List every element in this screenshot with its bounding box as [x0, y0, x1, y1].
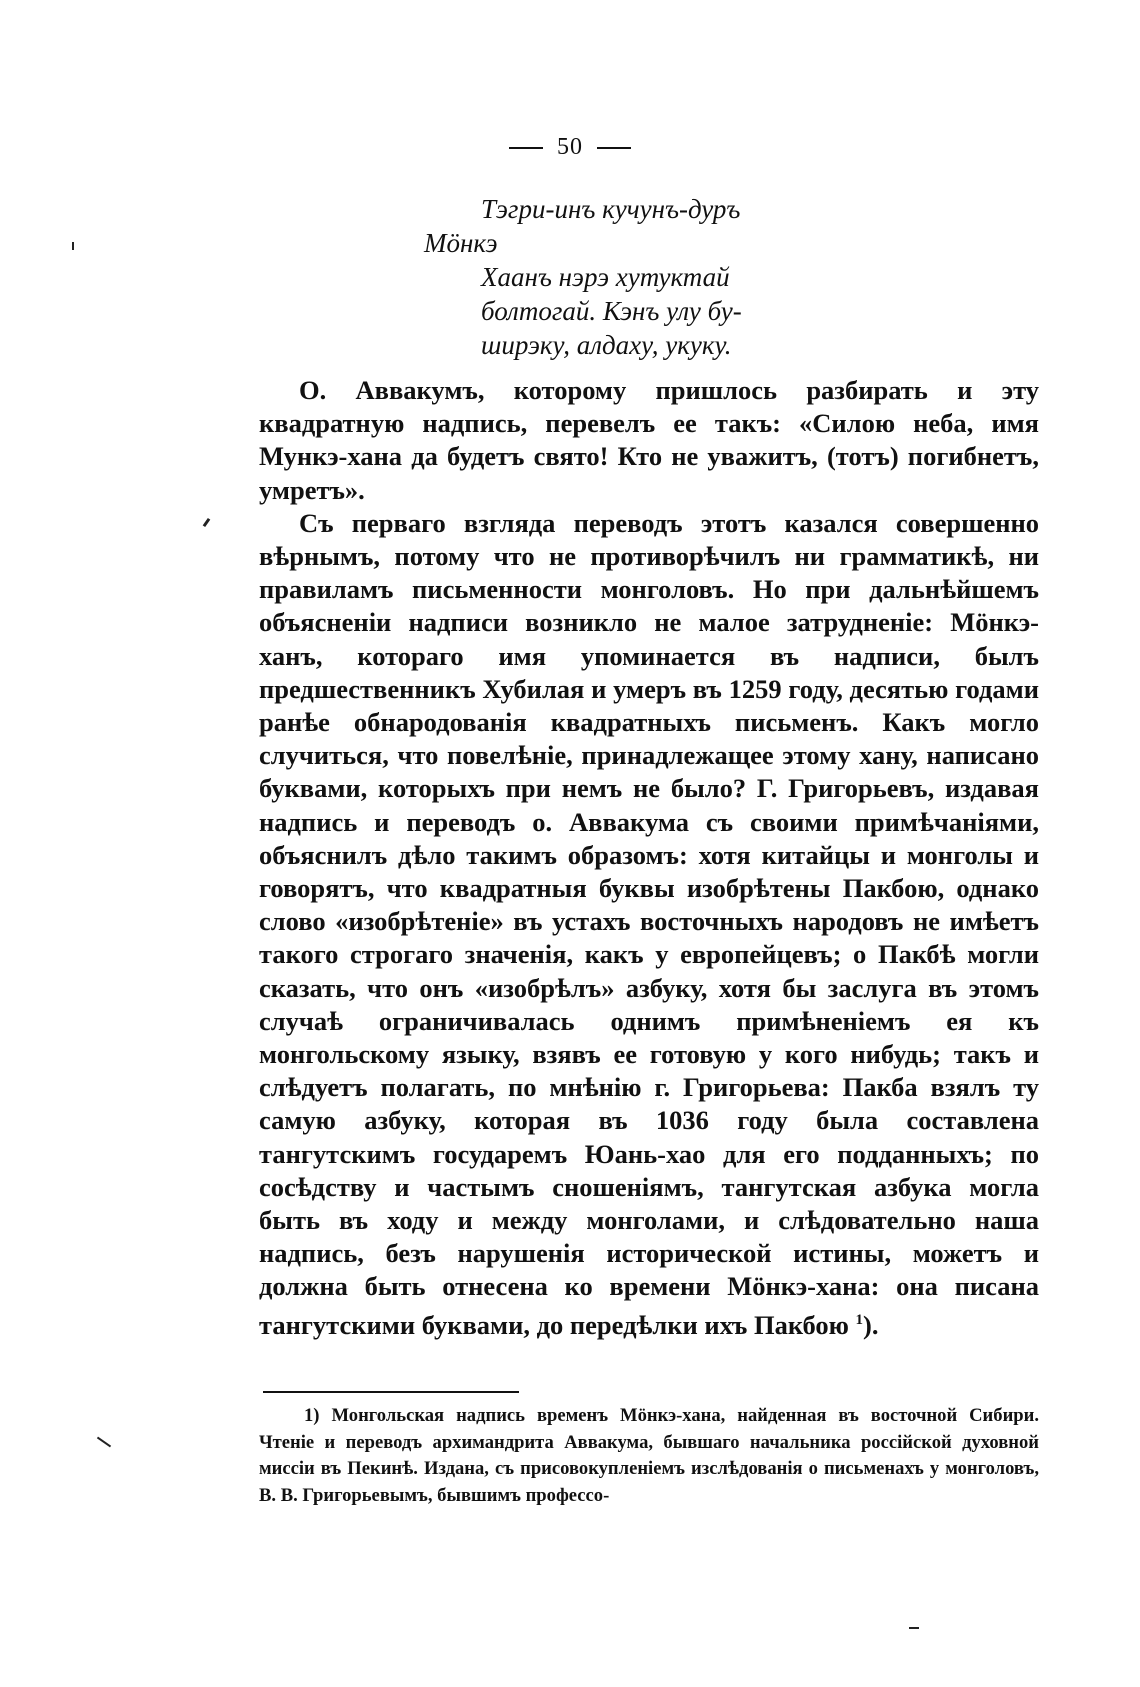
- footnote-marker: 1): [304, 1405, 320, 1426]
- scan-speck: [72, 242, 74, 250]
- verse-line-3: Хаанъ нэрэ хутуктай: [481, 262, 730, 292]
- right-dash: [597, 147, 631, 149]
- verse-line-4: болтогай. Кэнъ улу бу-: [481, 296, 742, 326]
- footnote-divider: [263, 1391, 519, 1393]
- footnote-reference: 1: [855, 1311, 863, 1328]
- page-number: 50: [557, 134, 583, 160]
- verse-line-1: Тэгри-инъ кучунъ-дуръ: [481, 194, 741, 224]
- page-header: [0, 134, 1140, 161]
- paragraph-2-end: ).: [863, 1309, 879, 1340]
- scan-speck: [909, 1627, 919, 1629]
- verse-line-5: ширэку, алдаху, укуку.: [481, 330, 732, 360]
- main-text: [259, 374, 1039, 1342]
- paragraph-2-text: Съ перваго взгляда переводъ этотъ казался совершенно вѣрнымъ, потому что не противорѣчилъ ни грамматикѣ, ни правиламъ письменности монголовъ. Но при дальнѣйшемъ объясненіи надписи возникло не малое затрудненіе: Мӧнкэ-ханъ, котораго имя упоминается въ надписи, былъ предшественникъ Хубилая и умеръ въ 1259 году, десятью годами ранѣе обнародованія квадратныхъ письменъ. Какъ могло случиться, что повелѣніе, принадлежащее этому хану, написано буквами, которыхъ при немъ не было? Г. Григорьевъ, издавая надпись и переводъ о. Аввакума съ своими примѣчаніями, объяснилъ дѣло такимъ образомъ: хотя китайцы и монголы и говорятъ, что квадратныя буквы изобрѣтены Пакбою, однако слово «изобрѣтеніе» въ устахъ восточныхъ народовъ не имѣетъ такого строгаго значенія, какъ у европейцевъ; о Пакбѣ могли сказать, что онъ «изобрѣлъ» азбуку, хотя бы заслуга въ этомъ случаѣ ограничивалась однимъ примѣненіемъ ея къ монгольскому языку, взявъ ее готовую у кого нибудь; такъ и слѣдуетъ полагать, по мнѣнію г. Григорьева: Пакба взялъ ту самую азбуку, которая въ 1036 году была составлена тангутскимъ государемъ Юань-хао для его подданныхъ; по сосѣдству и частымъ сношеніямъ, тангутская азбука могла быть въ ходу и между монголами, и слѣдовательно наша надпись, безъ нарушенія исторической истины, можетъ и должна быть отнесена ко времени Мӧнкэ-хана: она писана тангутскими буквами, до передѣлки ихъ Пакбою: [259, 507, 1039, 1340]
- footnote-text: Монгольская надпись временъ Мӧнкэ-хана, найденная въ восточной Сибири. Чтеніе и переводъ архимандрита Аввакума, бывшаго начальника россійской духовной миссіи въ Пекинѣ. Издана, съ присовокупленіемъ изслѣдованія о письменахъ у монголовъ, В. В. Григорьевымъ, бывшимъ профессо-: [259, 1405, 1039, 1506]
- paragraph-2: [259, 507, 1039, 1342]
- paragraph-1: О. Аввакумъ, которому пришлось разбирать и эту квадратную надпись, перевелъ ее такъ: «Силою неба, имя Мункэ-хана да будетъ свято! Кто не уважитъ, (тотъ) погибнетъ, умретъ».: [259, 375, 1039, 505]
- footnote: [259, 1403, 1039, 1509]
- left-dash: [509, 147, 543, 149]
- scan-speck: [203, 518, 211, 527]
- scan-speck: [97, 1437, 111, 1448]
- verse-line-2: Мӧнкэ: [424, 228, 498, 258]
- footnote-paragraph: [259, 1403, 1039, 1509]
